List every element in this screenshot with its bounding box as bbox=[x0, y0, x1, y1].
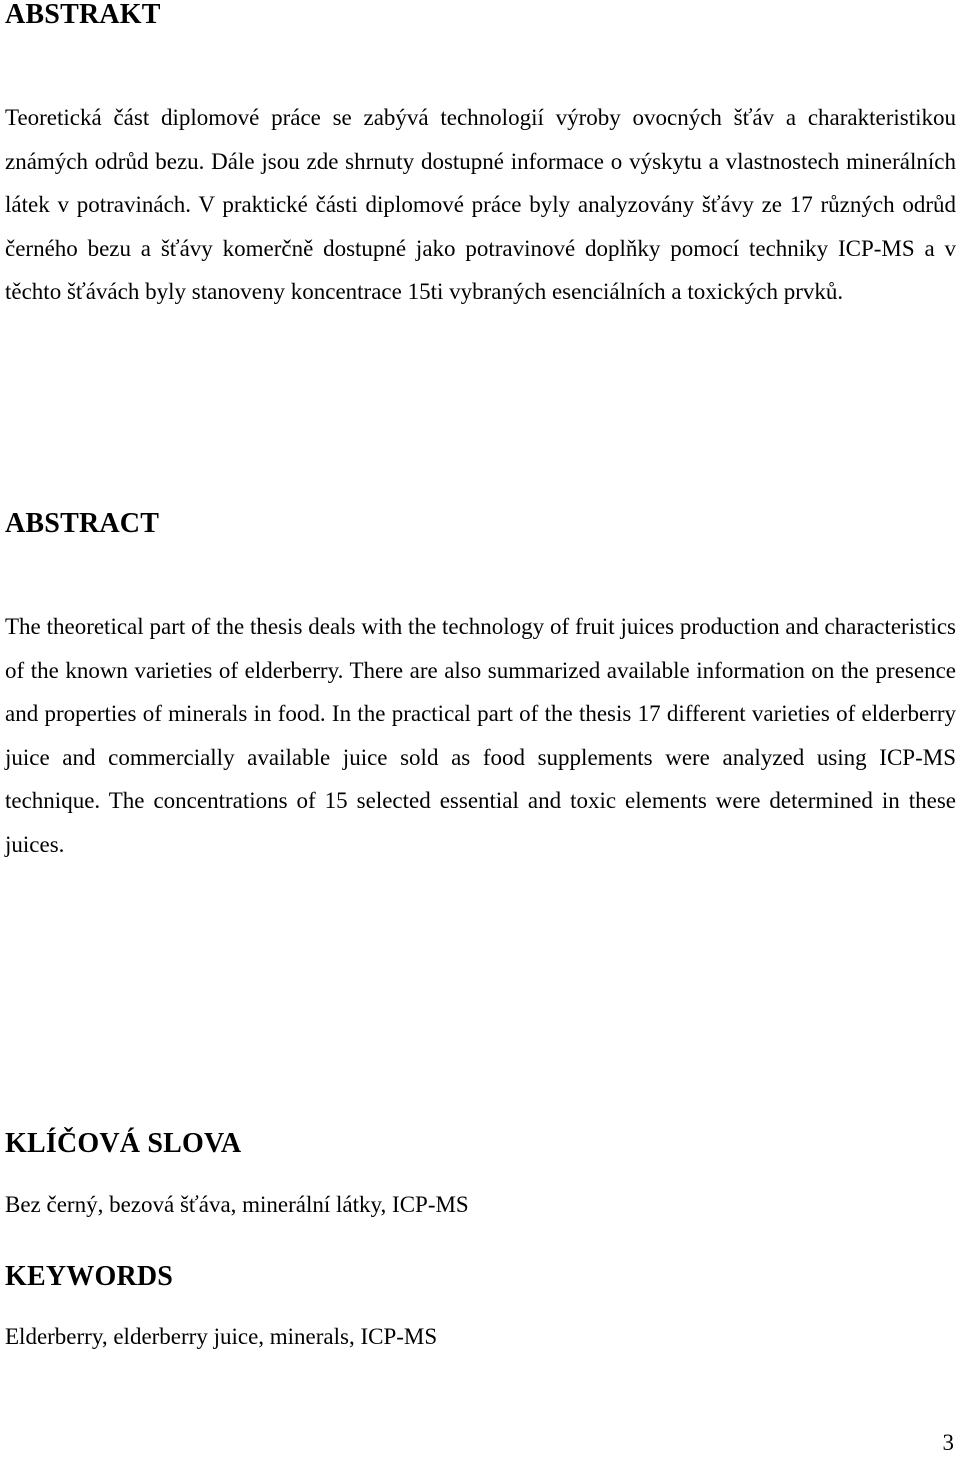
abstract-heading: ABSTRACT bbox=[5, 508, 160, 539]
keywords-text: Elderberry, elderberry juice, minerals, ICP-MS bbox=[5, 1324, 438, 1349]
page-number: 3 bbox=[942, 1430, 954, 1455]
keywords-heading: KEYWORDS bbox=[5, 1261, 174, 1292]
abstract-paragraph: The theoretical part of the thesis deals with the technology of fruit juices production and characteristics of the known varieties of elderberry. There are also summarized available information on the presence and properties of minerals in food. In the practical part of the thesis 17 different varieties of elderberry juice and commercially available juice sold as food supplements were analyzed using ICP-MS technique. The concentrations of 15 selected essential and toxic elements were determined in these juices. bbox=[5, 614, 956, 857]
klicova-slova-text: Bez černý, bezová šťáva, minerální látky, ICP-MS bbox=[5, 1192, 469, 1217]
abstrakt-paragraph: Teoretická část diplomové práce se zabývá technologií výroby ovocných šťáv a charakteristikou známých odrůd bezu. Dále jsou zde shrnuty dostupné informace o výskytu a vlastnostech minerálních látek v potravinách. V praktické části diplomové práce byly analyzovány šťávy ze 17 různých odrůd černého bezu a šťávy komerčně dostupné jako potravinové doplňky pomocí techniky ICP-MS a v těchto šťávách byly stanoveny koncentrace 15ti vybraných esenciálních a toxických prvků. bbox=[5, 105, 956, 304]
abstrakt-heading: ABSTRAKT bbox=[5, 0, 161, 30]
klicova-slova-heading: KLÍČOVÁ SLOVA bbox=[5, 1128, 242, 1159]
